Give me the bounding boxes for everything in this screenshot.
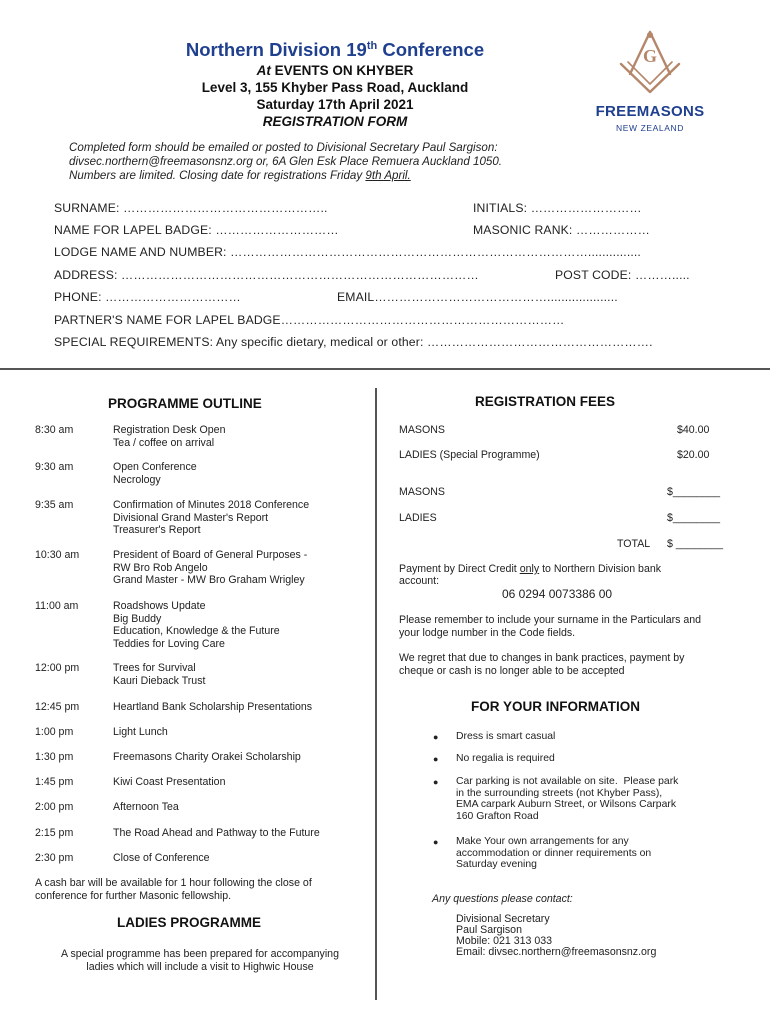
- venue-line: [130, 63, 540, 78]
- info-bullet-text: Make Your own arrangements for any accommodation or dinner requirements on Saturday evening: [456, 836, 652, 870]
- event-date: Saturday 17th April 2021: [256, 97, 414, 112]
- info-bullet-text: Dress is smart casual: [456, 731, 556, 742]
- programme-time: 10:30 am: [35, 549, 80, 561]
- info-bullet-text: Car parking is not available on site. Please park in the surrounding streets (not Khyber Pass), EMA carpark Auburn Street, or Wilsons Carpark 160 Grafton Road: [456, 776, 679, 822]
- email-field[interactable]: EMAIL……………………………………....................: [337, 290, 618, 304]
- bullet-icon: ●: [433, 837, 439, 847]
- programme-description: Close of Conference: [113, 852, 210, 864]
- programme-description: Freemasons Charity Orakei Scholarship: [113, 751, 301, 763]
- venue-name: EVENTS ON KHYBER: [270, 63, 414, 78]
- programme-description: Confirmation of Minutes 2018 Conference Divisional Grand Master's Report Treasurer's Report: [113, 499, 310, 536]
- remember-note: Please remember to include your surname in the Particulars and your lodge number in the Code fields.: [399, 614, 702, 639]
- programme-description: Heartland Bank Scholarship Presentations: [113, 701, 313, 713]
- surname-field[interactable]: SURNAME: …………………………………………..: [54, 201, 328, 215]
- programme-time: 1:45 pm: [35, 776, 74, 788]
- programme-description: Roadshows Update Big Buddy Education, Knowledge & the Future Teddies for Loving Care: [113, 600, 280, 650]
- title-end: Conference: [377, 39, 485, 60]
- programme-description: Registration Desk Open Tea / coffee on arrival: [113, 424, 226, 449]
- info-bullet-text: No regalia is required: [456, 753, 555, 764]
- payment-prefix: Payment by Direct Credit: [399, 563, 520, 575]
- lapel-badge-field[interactable]: NAME FOR LAPEL BADGE: …………………………: [54, 223, 339, 237]
- section-divider: [0, 368, 770, 370]
- programme-time: 1:30 pm: [35, 751, 74, 763]
- programme-description: President of Board of General Purposes - RW Bro Rob Angelo Grand Master - MW Bro Graham Wrigley: [113, 549, 308, 586]
- programme-description: Light Lunch: [113, 726, 168, 738]
- programme-description: Trees for Survival Kauri Dieback Trust: [113, 662, 206, 687]
- regret-note: We regret that due to changes in bank practices, payment by cheque or cash is no longer able to be accepted: [399, 652, 685, 677]
- g-letter: G: [642, 46, 658, 66]
- programme-time: 2:30 pm: [35, 852, 74, 864]
- masonic-rank-field[interactable]: MASONIC RANK: ………………: [473, 223, 651, 237]
- programme-time: 8:30 am: [35, 424, 74, 436]
- title-sup: th: [366, 39, 378, 52]
- programme-description: Kiwi Coast Presentation: [113, 776, 226, 788]
- address-field[interactable]: ADDRESS: ……………………………………………………………………………: [54, 268, 479, 282]
- ladies-text: A special programme has been prepared for accompanying ladies which will include a visit to Highwic House: [61, 948, 339, 973]
- closing-date: 9th April.: [365, 169, 411, 182]
- venue-prefix: At: [256, 63, 271, 78]
- grand-total-blank[interactable]: $ ________: [667, 538, 723, 550]
- programme-description: Afternoon Tea: [113, 801, 179, 813]
- initials-field[interactable]: INITIALS: ………………………: [473, 201, 642, 215]
- title-main: Northern Division 19: [185, 39, 367, 60]
- intro-line-1: Completed form should be emailed or posted to Divisional Secretary Paul Sargison:: [69, 141, 498, 154]
- postcode-field[interactable]: POST CODE: ……….....: [555, 268, 690, 282]
- ladies-total-blank[interactable]: $________: [667, 512, 721, 524]
- payment-only: only: [519, 563, 540, 575]
- programme-title: PROGRAMME OUTLINE: [108, 396, 262, 411]
- programme-time: 1:00 pm: [35, 726, 74, 738]
- payment-line-1: [399, 563, 661, 576]
- contact-details: Divisional Secretary Paul Sargison Mobile: 021 313 033 Email: divsec.northern@freemasonsnz.org: [456, 913, 657, 958]
- intro-line-2: divsec.northern@freemasonsnz.org or, 6A Glen Esk Place Remuera Auckland 1050.: [69, 155, 503, 168]
- programme-time: 9:35 am: [35, 499, 74, 511]
- intro-line-3-text: Numbers are limited. Closing date for registrations Friday: [69, 169, 366, 182]
- ladies-title: LADIES PROGRAMME: [117, 915, 262, 930]
- phone-field[interactable]: PHONE: ……………………………: [54, 290, 241, 304]
- logo-name: FREEMASONS: [595, 103, 705, 120]
- bank-account: 06 0294 0073386 00: [502, 587, 613, 601]
- masons-total-blank[interactable]: $________: [667, 486, 721, 498]
- form-title: REGISTRATION FORM: [262, 114, 408, 129]
- square-shape: [621, 64, 679, 92]
- questions-note: Any questions please contact:: [432, 893, 573, 905]
- bullet-icon: ●: [433, 777, 439, 787]
- info-title: FOR YOUR INFORMATION: [471, 699, 640, 714]
- programme-time: 12:45 pm: [35, 701, 80, 713]
- masons-fee-price: $40.00: [677, 424, 710, 436]
- grand-total-label: TOTAL: [617, 538, 651, 550]
- programme-description: Open Conference Necrology: [113, 461, 197, 486]
- intro-line-3: [69, 169, 411, 182]
- programme-time: 9:30 am: [35, 461, 74, 473]
- masons-fee-label: MASONS: [399, 424, 445, 436]
- special-requirements-field[interactable]: SPECIAL REQUIREMENTS: Any specific dietary, medical or other: ……………………………………………….: [54, 335, 653, 349]
- bullet-icon: ●: [433, 732, 439, 742]
- masons-total-label: MASONS: [399, 486, 445, 498]
- venue-address: Level 3, 155 Khyber Pass Road, Auckland: [201, 80, 469, 95]
- programme-time: 11:00 am: [35, 600, 79, 612]
- partner-field[interactable]: PARTNER'S NAME FOR LAPEL BADGE……………………………………………………………: [54, 313, 565, 327]
- ladies-fee-label: LADIES (Special Programme): [399, 449, 540, 461]
- programme-description: The Road Ahead and Pathway to the Future: [113, 827, 320, 839]
- conference-title: [130, 39, 540, 61]
- ladies-fee-price: $20.00: [677, 449, 710, 461]
- programme-time: 2:00 pm: [35, 801, 74, 813]
- payment-suffix: to Northern Division bank: [539, 563, 662, 575]
- fees-title: REGISTRATION FEES: [475, 394, 616, 409]
- column-divider: [375, 388, 377, 1000]
- bullet-icon: ●: [433, 754, 439, 764]
- ladies-total-label: LADIES: [399, 512, 437, 524]
- programme-time: 2:15 pm: [35, 827, 74, 839]
- programme-time: 12:00 pm: [35, 662, 80, 674]
- cash-bar-note: A cash bar will be available for 1 hour following the close of conference for further Masonic fellowship.: [35, 877, 312, 902]
- lodge-field[interactable]: LODGE NAME AND NUMBER: ……………………………………………………………………………...............: [54, 245, 641, 259]
- payment-line-2: account:: [399, 575, 440, 587]
- logo-subtitle: NEW ZEALAND: [616, 123, 684, 133]
